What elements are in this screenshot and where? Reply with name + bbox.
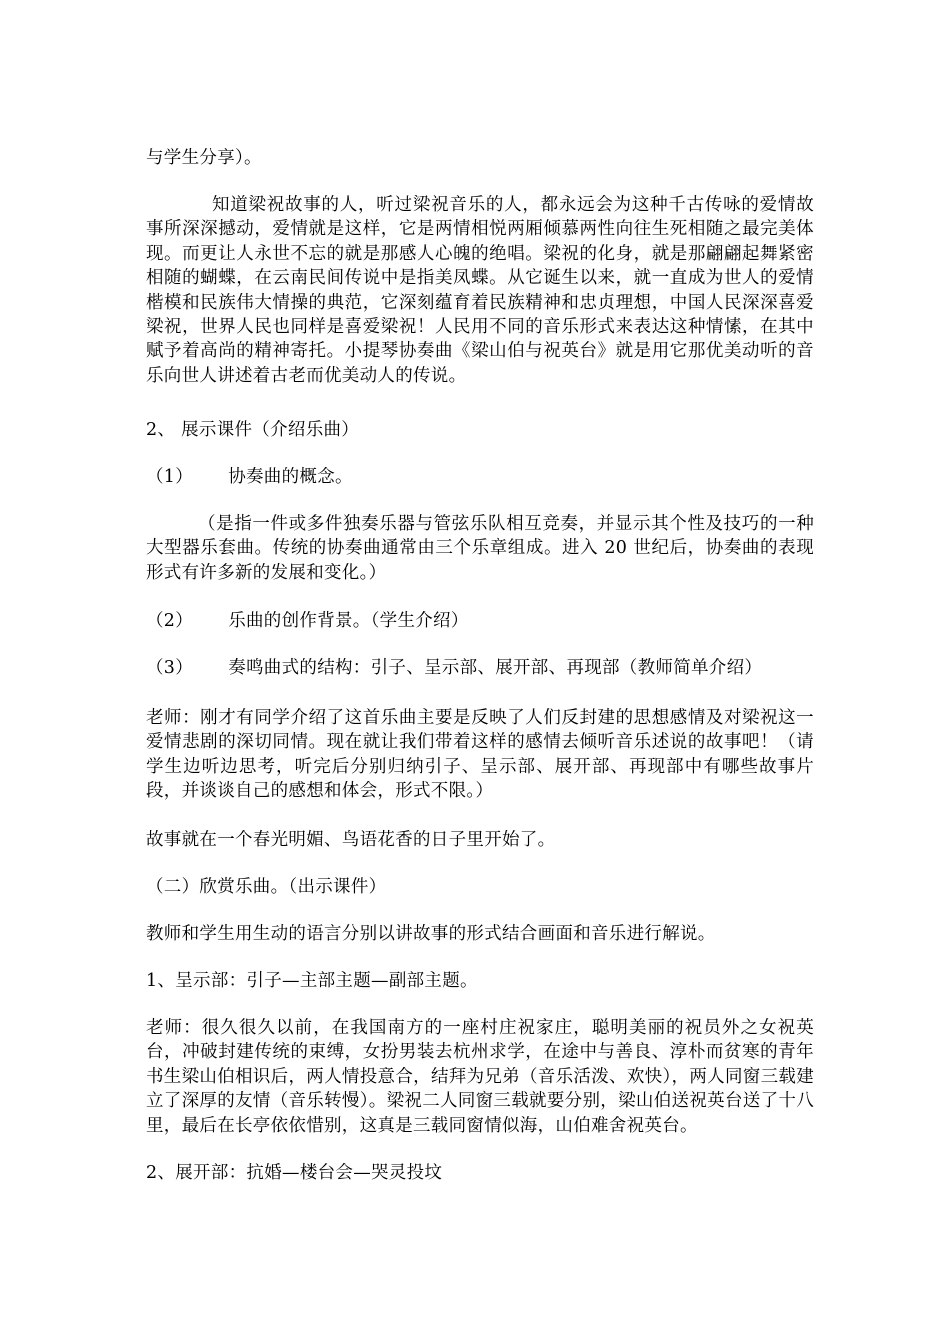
paragraph-continuation: 与学生分享）。 <box>146 148 262 168</box>
paragraph-liangzhu-intro: 知道梁祝故事的人，听过梁祝音乐的人，都永远会为这种千古传咏的爱情故事所深深撼动，爱情就是这样，它是两情相悦两厢倾慕两性向往生死相随之最完美体现。而更让人永世不忘的就是那感人心魄的绝唱。梁祝的化身，就是那翩翩起舞紧密相随的蝴蝶，在云南民间传说中是指美凤蝶。从它诞生以来，就一直成为世人的爱情楷模和民族伟大情操的典范，它深刻蕴育着民族精神和忠贞理想，中国人民深深喜爱梁祝，世界人民也同样是喜爱梁祝！人民用不同的音乐形式来表达这种情愫，在其中赋予着高尚的精神寄托。小提琴协奏曲《梁山伯与祝英台》就是用它那优美动听的音乐向世人讲述着古老而优美动人的传说。 <box>146 195 814 386</box>
item-creation-background: （2） 乐曲的创作背景。（学生介绍） <box>146 611 469 631</box>
heading-exposition: 1、呈示部：引子—主部主题—副部主题。 <box>146 971 478 991</box>
item-sonata-structure: （3） 奏鸣曲式的结构：引子、呈示部、展开部、再现部（教师简单介绍） <box>146 658 763 678</box>
paragraph-teacher-story: 老师：很久很久以前，在我国南方的一座村庄祝家庄，聪明美丽的祝员外之女祝英台，冲破封建传统的束缚，女扮男装去杭州求学，在途中与善良、淳朴而贫寒的青年书生梁山伯相识后，两人情投意合，结拜为兄弟（音乐活泼、欢快），两人同窗三载建立了深厚的友情（音乐转慢）。梁祝二人同窗三载就要分别，梁山伯送祝英台送了十八里，最后在长亭依依惜别，这真是三载同窗情似海，山伯难舍祝英台。 <box>146 1018 814 1136</box>
paragraph-teacher-listening: 老师：刚才有同学介绍了这首乐曲主要是反映了人们反封建的思想感情及对梁祝这一爱情悲剧的深切同情。现在就让我们带着这样的感情去倾听音乐述说的故事吧！（请学生边听边思考，听完后分别归纳引子、呈示部、展开部、再现部中有哪些故事片段，并谈谈自己的感想和体会，形式不限。） <box>146 708 814 802</box>
paragraph-concerto-definition: （是指一件或多件独奏乐器与管弦乐队相互竞奏，并显示其个性及技巧的一种大型器乐套曲。传统的协奏曲通常由三个乐章组成。进入 20 世纪后，协奏曲的表现形式有许多新的发展和变化。） <box>146 514 814 583</box>
heading-development: 2、展开部：抗婚—楼台会—哭灵投坟 <box>146 1163 443 1183</box>
paragraph-narration-method: 教师和学生用生动的语言分别以讲故事的形式结合画面和音乐进行解说。 <box>146 924 716 944</box>
heading-appreciate-music: （二）欣赏乐曲。（出示课件） <box>146 877 387 897</box>
paragraph-story-begins: 故事就在一个春光明媚、鸟语花香的日子里开始了。 <box>146 830 556 850</box>
item-concerto-concept: （1） 协奏曲的概念。 <box>146 467 353 487</box>
heading-show-courseware: 2、 展示课件（介绍乐曲） <box>146 420 360 440</box>
